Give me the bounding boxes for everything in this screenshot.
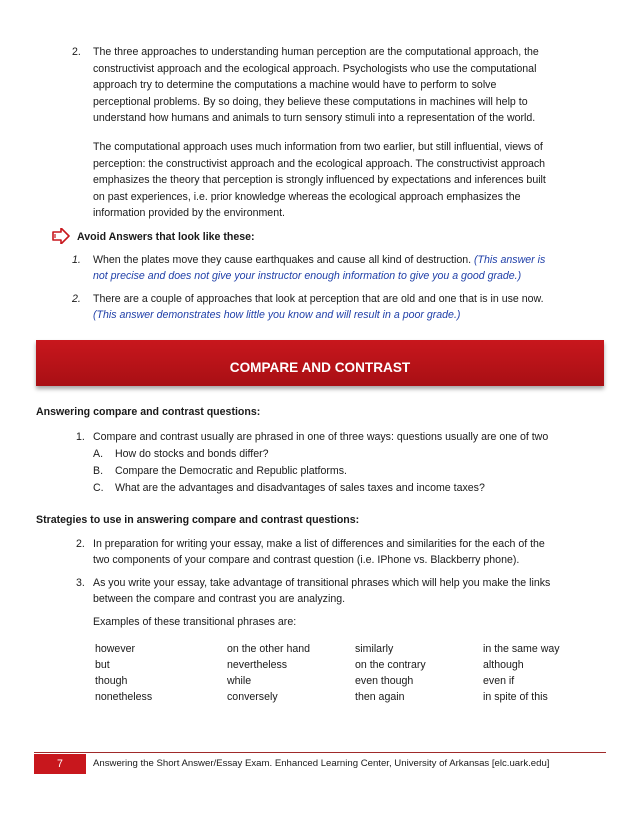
phrase-cell: then again [355,691,405,703]
banner-title: COMPARE AND CONTRAST [229,360,411,375]
phrase-cell: although [483,659,524,671]
item-2-line-5: understand how humans and animals to turn sensory stimuli into a representation of the world. [93,112,536,124]
answering-item-text: Compare and contrast usually are phrased in one of three ways: questions usually are one of two [93,431,549,443]
phrase-cell: nevertheless [227,659,288,671]
page-number: 7 [57,758,63,770]
phrase-cell: conversely [227,691,278,703]
phrase-cell: on the contrary [355,659,426,671]
section-banner [36,340,604,386]
item-2-para2-line-5: information provided by the environment. [93,207,285,219]
examples-intro: Examples of these transitional phrases are: [93,616,297,628]
phrase-cell: though [95,675,128,687]
phrase-cell: in spite of this [483,691,548,703]
sub-item-b-text: Compare the Democratic and Republic platforms. [115,465,347,477]
footer-divider [34,752,606,753]
item-2-line-2: constructivist approach and the ecological approach. Psychologists who use the computational [93,63,537,75]
sub-item-c-text: What are the advantages and disadvantages of sales taxes and income taxes? [115,482,485,494]
item-2-line-1: The three approaches to understanding human perception are the computational approach, the [93,46,539,58]
avoid-heading: Avoid Answers that look like these: [77,231,255,243]
item-2-line-4: perceptional problems. By so doing, they believe these computations in machines will help to [93,96,528,108]
avoid-item-2-note: (This answer demonstrates how little you know and will result in a poor grade.) [93,309,461,321]
avoid-item-2-line: There are a couple of approaches that look at perception that are old and one that is in use now. [93,293,544,305]
avoid-item-1-text [93,252,545,269]
phrase-cell: however [95,643,136,655]
sub-item-c-letter: C. [93,482,104,494]
strategy-item-2-line-2: two components of your compare and contrast question (i.e. IPhone vs. Blackberry phone). [93,554,520,566]
avoid-item-1-number: 1. [72,254,81,266]
sub-item-a-letter: A. [93,448,104,460]
strategies-heading: Strategies to use in answering compare and contrast questions: [36,514,360,526]
phrase-cell: while [227,675,252,687]
item-2-number: 2. [72,46,81,58]
phrase-cell: on the other hand [227,643,311,655]
item-2-para2-line-3: emphasizes the theory that perception is strongly influenced by expectations and inferences built [93,174,546,186]
phrase-cell: nonetheless [95,691,153,703]
strategy-item-3-line-2: between the compare and contrast you are analyzing. [93,593,346,605]
strategy-item-3-line-1: As you write your essay, take advantage of transitional phrases which will help you make the links [93,577,551,589]
strategy-item-2-line-1: In preparation for writing your essay, make a list of differences and similarities for the each of the [93,538,545,550]
item-2-para2-line-4: on past experiences, i.e. prior knowledge whereas the ecological approach emphasizes the [93,191,521,203]
sub-item-b-letter: B. [93,465,104,477]
arrow-right-icon [52,228,70,244]
answering-item-number: 1. [76,431,85,443]
item-2-line-3: approach try to determine the computations a machine would have to perform to solve [93,79,497,91]
avoid-item-1-line: When the plates move they cause earthquakes and cause all kind of destruction. [93,254,472,266]
phrase-cell: similarly [355,643,394,655]
strategy-item-3-number: 3. [76,577,85,589]
footer-text: Answering the Short Answer/Essay Exam. Enhanced Learning Center, University of Arkansas [elc.uark.edu] [93,758,550,769]
avoid-item-1-note-start: (This answer is [474,254,546,266]
item-2-para2-line-2: perception: the constructivist approach and the ecological approach. The constructivist approach [93,158,546,170]
phrase-cell: but [95,659,110,671]
phrase-cell: in the same way [483,643,560,655]
strategy-item-2-number: 2. [76,538,85,550]
page-number-box [34,754,86,774]
phrase-cell: even if [483,675,515,687]
item-2-para2-line-1: The computational approach uses much information from two earlier, but still influential, views of [93,141,543,153]
avoid-item-2-number: 2. [72,293,81,305]
sub-item-a-text: How do stocks and bonds differ? [115,448,269,460]
avoid-item-1-note: not precise and does not give your instructor enough information to give you a good grade.) [93,270,522,282]
answering-heading: Answering compare and contrast questions: [36,406,261,418]
phrase-cell: even though [355,675,414,687]
